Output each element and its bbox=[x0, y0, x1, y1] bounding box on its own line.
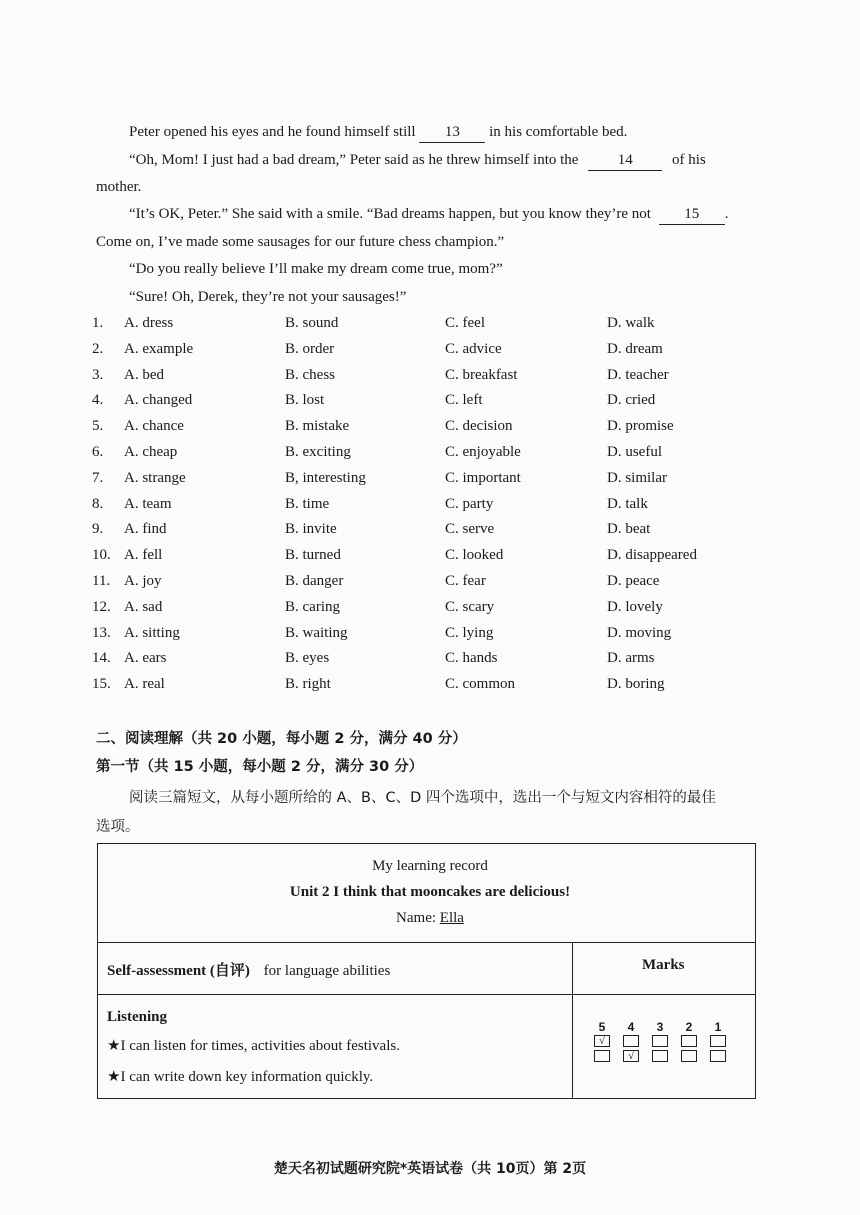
option-b: B. caring bbox=[285, 598, 340, 615]
page-footer: 楚天名初试题研究院*英语试卷（共 10页）第 2页 bbox=[273, 1161, 587, 1177]
option-d: D. talk bbox=[607, 495, 648, 512]
question-number: 4. bbox=[92, 392, 104, 409]
mark-number: 5 bbox=[598, 1020, 606, 1034]
question-number: 14. bbox=[92, 650, 111, 667]
option-a: A. ears bbox=[124, 650, 167, 667]
question-number: 7. bbox=[92, 469, 104, 486]
option-d: D. arms bbox=[607, 650, 655, 667]
option-a: A. sad bbox=[124, 598, 163, 615]
option-b: B. waiting bbox=[285, 624, 348, 641]
option-c: C. feel bbox=[445, 315, 485, 331]
question-number: 9. bbox=[92, 521, 104, 538]
passage-line-dream: “Do you really believe I’ll make my dream come true, mom?” bbox=[129, 261, 503, 277]
blank-15: 15 bbox=[659, 204, 725, 225]
question-number: 11. bbox=[92, 573, 111, 589]
option-a: A. chance bbox=[124, 418, 184, 435]
passage-line-13: Peter opened his eyes and he found himself still 13 in his comfortable bed. bbox=[129, 122, 627, 143]
option-d: D. teacher bbox=[607, 366, 669, 383]
mark-number: 3 bbox=[656, 1020, 664, 1034]
option-d: D. promise bbox=[607, 418, 674, 435]
option-d: D. useful bbox=[607, 444, 662, 460]
option-d: D. boring bbox=[607, 676, 665, 693]
option-b: B. danger bbox=[285, 573, 344, 589]
passage-line-14: “Oh, Mom! I just had a bad dream,” Peter said as he threw himself into the 14 of his bbox=[129, 150, 706, 171]
option-a: A. strange bbox=[124, 469, 186, 486]
record-name: Name: Ella bbox=[396, 910, 464, 926]
question-number: 5. bbox=[92, 418, 104, 435]
question-number: 15. bbox=[92, 676, 111, 693]
marks-header: Marks bbox=[642, 957, 685, 973]
option-a: A. real bbox=[124, 676, 165, 693]
option-a: A. dress bbox=[124, 315, 174, 331]
question-number: 10. bbox=[92, 547, 111, 564]
option-c: C. important bbox=[445, 469, 521, 486]
mark-checkbox[interactable] bbox=[652, 1035, 668, 1047]
passage-line-sausages: Come on, I’ve made some sausages for our future chess champion.” bbox=[96, 234, 505, 250]
question-number: 8. bbox=[92, 495, 104, 512]
instruction-line-1: 阅读三篇短文，从每小题所给的 A、B、C、D 四个选项中，选出一个与短文内容相符的最佳 bbox=[129, 790, 716, 806]
option-d: D. lovely bbox=[607, 598, 663, 615]
option-a: A. changed bbox=[124, 392, 193, 409]
blank-13: 13 bbox=[419, 122, 485, 143]
option-b: B. order bbox=[285, 340, 335, 357]
mark-number: 1 bbox=[714, 1020, 722, 1034]
option-d: D. walk bbox=[607, 315, 655, 331]
option-d: D. moving bbox=[607, 624, 672, 641]
passage-line-derek: “Sure! Oh, Derek, they’re not your sausages!” bbox=[129, 289, 407, 305]
passage-line-mother: mother. bbox=[96, 179, 142, 195]
option-d: D. beat bbox=[607, 521, 651, 538]
option-a: A. cheap bbox=[124, 444, 178, 460]
question-number: 1. bbox=[92, 315, 104, 331]
option-a: A. example bbox=[124, 340, 194, 357]
option-b: B, interesting bbox=[285, 469, 366, 486]
question-number: 6. bbox=[92, 444, 104, 460]
option-b: B. eyes bbox=[285, 650, 330, 667]
student-name: Ella bbox=[439, 910, 464, 926]
option-b: B. turned bbox=[285, 547, 341, 564]
question-number: 2. bbox=[92, 340, 104, 357]
option-c: C. advice bbox=[445, 340, 502, 357]
listening-heading: Listening bbox=[107, 1009, 168, 1025]
option-c: C. fear bbox=[445, 573, 486, 589]
part-heading: 第一节（共 15 小题，每小题 2 分，满分 30 分） bbox=[96, 759, 424, 775]
mark-checkbox-checked[interactable]: √ bbox=[623, 1050, 639, 1062]
option-c: C. lying bbox=[445, 624, 494, 641]
table-divider bbox=[98, 942, 755, 943]
table-divider bbox=[98, 994, 755, 995]
option-a: A. bed bbox=[124, 366, 164, 383]
option-d: D. dream bbox=[607, 340, 663, 357]
mark-checkbox[interactable] bbox=[623, 1035, 639, 1047]
self-assessment-header: Self-assessment (自评) for language abilities bbox=[107, 963, 391, 979]
option-c: C. hands bbox=[445, 650, 498, 667]
mark-number: 4 bbox=[627, 1020, 635, 1034]
question-number: 13. bbox=[92, 624, 111, 641]
section-heading: 二、阅读理解（共 20 小题，每小题 2 分，满分 40 分） bbox=[96, 731, 467, 747]
option-d: D. similar bbox=[607, 469, 667, 486]
option-c: C. breakfast bbox=[445, 366, 518, 383]
option-b: B. time bbox=[285, 495, 330, 512]
option-b: B. mistake bbox=[285, 418, 350, 435]
option-a: A. fell bbox=[124, 547, 163, 564]
option-b: B. sound bbox=[285, 315, 339, 331]
question-number: 12. bbox=[92, 598, 111, 615]
mark-checkbox-checked[interactable]: √ bbox=[594, 1035, 610, 1047]
option-c: C. left bbox=[445, 392, 483, 409]
mark-checkbox[interactable] bbox=[681, 1035, 697, 1047]
mark-checkbox[interactable] bbox=[710, 1035, 726, 1047]
passage-line-15: “It’s OK, Peter.” She said with a smile. “Bad dreams happen, but you know they’re not 15 . bbox=[129, 204, 728, 225]
option-c: C. serve bbox=[445, 521, 495, 538]
option-d: D. disappeared bbox=[607, 547, 697, 564]
option-a: A. find bbox=[124, 521, 167, 538]
option-b: B. invite bbox=[285, 521, 337, 538]
listening-item-2: ★I can write down key information quickly. bbox=[107, 1069, 374, 1085]
option-b: B. right bbox=[285, 676, 331, 693]
option-c: C. decision bbox=[445, 418, 513, 435]
instruction-line-2: 选项。 bbox=[96, 819, 140, 835]
listening-item-1: ★I can listen for times, activities about festivals. bbox=[107, 1038, 400, 1054]
question-number: 3. bbox=[92, 366, 104, 383]
mark-checkbox[interactable] bbox=[681, 1050, 697, 1062]
option-c: C. looked bbox=[445, 547, 504, 564]
mark-checkbox[interactable] bbox=[652, 1050, 668, 1062]
option-d: D. cried bbox=[607, 392, 656, 409]
option-c: C. party bbox=[445, 495, 494, 512]
mark-number: 2 bbox=[685, 1020, 693, 1034]
option-b: B. chess bbox=[285, 366, 335, 383]
blank-14: 14 bbox=[588, 150, 662, 171]
record-unit: Unit 2 I think that mooncakes are delicious! bbox=[289, 884, 571, 900]
option-b: B. exciting bbox=[285, 444, 351, 460]
record-title: My learning record bbox=[372, 858, 488, 874]
option-c: C. enjoyable bbox=[445, 444, 521, 460]
option-c: C. scary bbox=[445, 598, 495, 615]
option-d: D. peace bbox=[607, 573, 660, 589]
option-c: C. common bbox=[445, 676, 515, 693]
option-a: A. joy bbox=[124, 573, 162, 589]
mark-checkbox[interactable] bbox=[710, 1050, 726, 1062]
table-column-divider bbox=[572, 942, 573, 1098]
option-b: B. lost bbox=[285, 392, 325, 409]
option-a: A. sitting bbox=[124, 624, 180, 641]
option-a: A. team bbox=[124, 495, 172, 512]
mark-checkbox[interactable] bbox=[594, 1050, 610, 1062]
